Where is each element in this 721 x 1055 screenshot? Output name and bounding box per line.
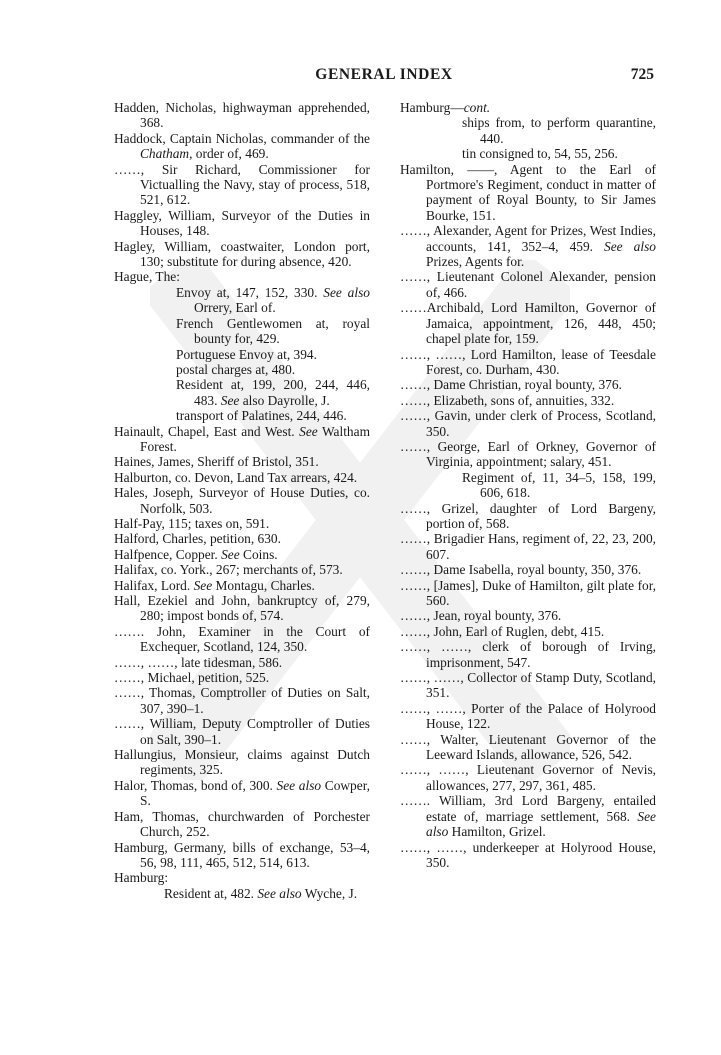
index-entry: ……, ……, Lieutenant Governor of Nevis, allowances, 277, 297, 361, 485. — [400, 762, 656, 793]
index-entry: ……, Walter, Lieutenant Governor of the Leeward Islands, allowance, 526, 542. — [400, 731, 656, 763]
index-entry: French Gentlewomen at, royal bounty for, 429. — [176, 315, 370, 347]
index-entry: Hague, The: — [114, 269, 180, 285]
index-entry: ……, William, Deputy Comptroller of Duties on Salt, 390–1. — [114, 716, 370, 747]
index-column-right — [400, 100, 656, 870]
index-entry: ……, ……, clerk of borough of Irving, imprisonment, 547. — [400, 639, 656, 670]
index-entry: Halifax, Lord. See Montagu, Charles. — [114, 577, 315, 593]
index-entry: Resident at, 199, 200, 244, 446, 483. See also Dayrolle, J. — [176, 377, 370, 408]
index-entry: Haines, James, Sheriff of Bristol, 351. — [114, 454, 319, 470]
index-entry: Envoy at, 147, 152, 330. See also Orrery, Earl of. — [176, 284, 370, 316]
index-entry: ……, Michael, petition, 525. — [114, 670, 270, 686]
index-entry: Halford, Charles, petition, 630. — [114, 531, 281, 547]
index-entry: ……, Grizel, daughter of Lord Bargeny, portion of, 568. — [400, 500, 656, 531]
index-entry: Hall, Ezekiel and John, bankruptcy of, 279, 280; impost bonds of, 574. — [114, 593, 370, 624]
index-entry: Hamilton, ——, Agent to the Earl of Portmore's Regiment, conduct in matter of payment of Royal Bounty, to Sir James Bourke, 151. — [400, 161, 656, 223]
index-entry: Regiment of, 11, 34–5, 158, 199, 606, 618. — [462, 469, 656, 501]
index-entry: ……, ……, underkeeper at Holyrood House, 350. — [400, 839, 656, 870]
index-entry: Hagley, William, coastwaiter, London port, 130; substitute for during absence, 420. — [114, 238, 370, 270]
index-entry: Hamburg—cont. — [400, 100, 491, 115]
index-entry: ……. William, 3rd Lord Bargeny, entailed estate of, marriage settlement, 568. See also Hamilton, Grizel. — [400, 793, 656, 840]
index-entry: ……, ……, late tidesman, 586. — [114, 654, 283, 670]
index-entry: ……, Lieutenant Colonel Alexander, pension of, 466. — [400, 269, 656, 300]
index-entry: Resident at, 482. See also Wyche, J. — [164, 885, 358, 901]
index-entry: Hainault, Chapel, East and West. See Waltham Forest. — [114, 423, 370, 454]
index-entry: ships from, to perform quarantine, 440. — [462, 115, 656, 146]
index-entry: Haddock, Captain Nicholas, commander of the Chatham, order of, 469. — [114, 130, 370, 162]
index-entry: transport of Palatines, 244, 446. — [176, 408, 347, 424]
index-entry: ……, ……, Lord Hamilton, lease of Teesdale Forest, co. Durham, 430. — [400, 346, 656, 377]
index-entry: ……, Brigadier Hans, regiment of, 22, 23, 200, 607. — [400, 531, 656, 562]
index-entry: Hadden, Nicholas, highwayman apprehended, 368. — [114, 100, 370, 131]
index-entry: Ham, Thomas, churchwarden of Porchester Church, 252. — [114, 808, 370, 840]
index-entry: tin consigned to, 54, 55, 256. — [462, 146, 618, 162]
index-entry: ……, Thomas, Comptroller of Duties on Salt, 307, 390–1. — [114, 685, 370, 716]
index-entry: Hamburg: — [114, 870, 169, 886]
index-entry: Half-Pay, 115; taxes on, 591. — [114, 515, 270, 531]
index-entry: Hamburg, Germany, bills of exchange, 53–4, 56, 98, 111, 465, 512, 514, 613. — [114, 839, 370, 870]
index-column-left — [114, 100, 370, 901]
index-entry: ……, Gavin, under clerk of Process, Scotland, 350. — [400, 408, 656, 439]
index-entry: ……, Alexander, Agent for Prizes, West Indies, accounts, 141, 352–4, 459. See also Prizes, Agents for. — [400, 223, 656, 270]
index-entry: ……, George, Earl of Orkney, Governor of Virginia, appointment; salary, 451. — [400, 438, 656, 470]
index-entry: ……, Dame Christian, royal bounty, 376. — [400, 377, 622, 393]
index-entry: Portuguese Envoy at, 394. — [176, 346, 317, 362]
index-entry: ……. John, Examiner in the Court of Exchequer, Scotland, 124, 350. — [114, 623, 370, 655]
page-number: 725 — [630, 66, 654, 83]
index-entry: Halfpence, Copper. See Coins. — [114, 546, 278, 562]
page-header — [114, 66, 654, 86]
index-entry: ……, [James], Duke of Hamilton, gilt plate for, 560. — [400, 577, 656, 608]
index-entry: ……, ……, Porter of the Palace of Holyrood House, 122. — [400, 700, 656, 732]
index-entry: Haggley, William, Surveyor of the Duties in Houses, 148. — [114, 207, 370, 239]
index-entry: postal charges at, 480. — [176, 361, 296, 377]
index-entry: ……, ……, Collector of Stamp Duty, Scotland, 351. — [400, 670, 656, 701]
index-entry: Hales, Joseph, Surveyor of House Duties, co. Norfolk, 503. — [114, 485, 370, 516]
index-entry: Halburton, co. Devon, Land Tax arrears, 424. — [114, 469, 358, 485]
index-entry: ……, Jean, royal bounty, 376. — [400, 608, 562, 624]
index-entry: ……, Elizabeth, sons of, annuities, 332. — [400, 392, 615, 408]
index-entry: ……, Dame Isabella, royal bounty, 350, 376. — [400, 562, 642, 578]
running-title: GENERAL INDEX — [315, 66, 453, 83]
index-entry: ……, Sir Richard, Commissioner for Victualling the Navy, stay of process, 518, 521, 612. — [114, 161, 370, 208]
index-entry: Hallungius, Monsieur, claims against Dutch regiments, 325. — [114, 747, 370, 778]
index-entry: Halor, Thomas, bond of, 300. See also Cowper, S. — [114, 777, 370, 809]
index-entry: ……, John, Earl of Ruglen, debt, 415. — [400, 623, 605, 639]
index-entry: ……Archibald, Lord Hamilton, Governor of Jamaica, appointment, 126, 448, 450; chapel plate for, 159. — [400, 300, 656, 347]
index-entry: Halifax, co. York., 267; merchants of, 573. — [114, 562, 343, 578]
